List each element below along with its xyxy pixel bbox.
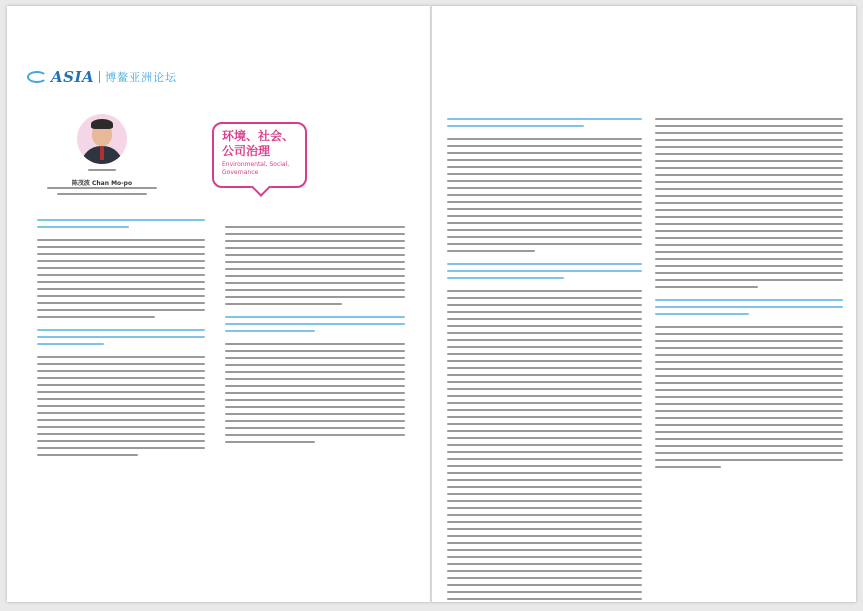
right-column-2-text (655, 118, 843, 473)
article-title-cn: 环境、社会、公司治理 (222, 129, 295, 158)
left-page (7, 6, 431, 602)
article-title-en: Environmental, Social, Governance (222, 161, 290, 176)
boao-logo-icon (27, 69, 49, 85)
left-column-text (37, 219, 205, 461)
right-page (432, 6, 856, 602)
author-role (27, 169, 177, 171)
author-name: 陈茂波 Chan Mo-po (71, 180, 133, 187)
brand-header (27, 68, 177, 86)
author-portrait (77, 114, 127, 164)
article-title-bubble (212, 122, 307, 188)
brand-asia-text: ASIA (51, 68, 95, 86)
author-org (27, 187, 177, 195)
right-column-1-text (447, 118, 642, 602)
middle-column-text (225, 226, 405, 448)
brand-divider (99, 71, 100, 83)
brand-chinese-name: 博鳌亚洲论坛 (105, 71, 178, 84)
